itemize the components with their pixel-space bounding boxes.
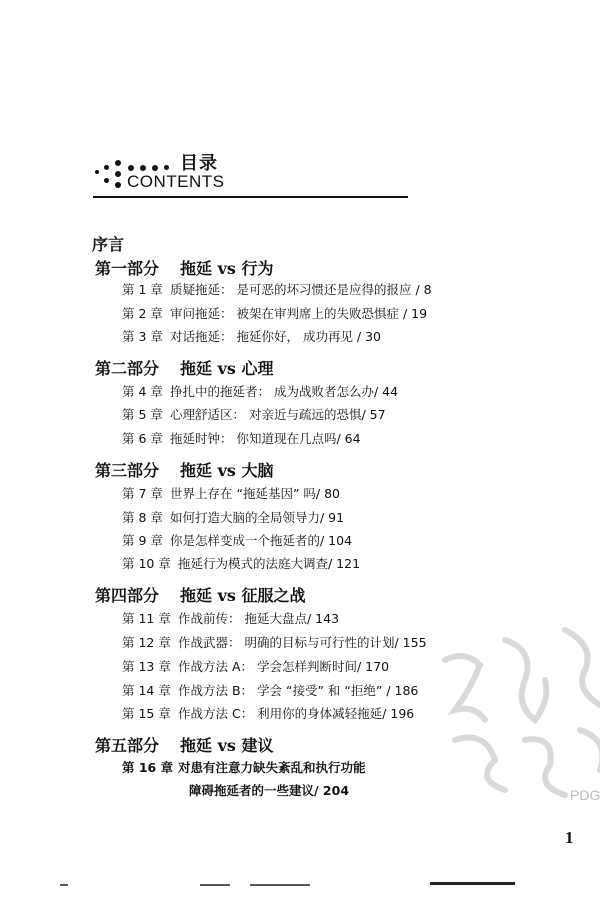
chapter-text: 拖延时钟： 你知道现在几点吗/ 64 bbox=[170, 431, 361, 446]
watermark-stamp bbox=[425, 620, 600, 810]
chapter-text-continuation: 障碍拖延者的一些建议/ 204 bbox=[189, 783, 350, 798]
scan-artifact bbox=[60, 884, 68, 886]
chapter-number: 第 6 章 bbox=[122, 431, 163, 446]
part-label: 第二部分 bbox=[95, 359, 160, 378]
chapter-text: 质疑拖延： 是可恶的坏习惯还是应得的报应 / 8 bbox=[170, 282, 432, 297]
chapter-number: 第 13 章 bbox=[122, 659, 171, 674]
chapter-entry bbox=[122, 405, 386, 423]
chapter-number: 第 2 章 bbox=[122, 306, 163, 321]
part-title: 拖延 vs 行为 bbox=[180, 259, 274, 278]
chapter-entry bbox=[122, 681, 418, 699]
chapter-entry bbox=[122, 382, 398, 400]
page-subtitle: CONTENTS bbox=[127, 172, 225, 191]
part-heading bbox=[95, 356, 273, 379]
chapter-text: 作战武器： 明确的目标与可行性的计划/ 155 bbox=[178, 635, 427, 650]
chapter-entry bbox=[122, 429, 361, 447]
chapter-text: 挣扎中的拖延者： 成为战败者怎么办/ 44 bbox=[170, 384, 399, 399]
chapter-text: 对话拖延： 拖延你好， 成功再见 / 30 bbox=[170, 329, 382, 344]
scan-artifact bbox=[250, 884, 310, 886]
part-title: 拖延 vs 大脑 bbox=[180, 461, 274, 480]
part-title: 拖延 vs 建议 bbox=[180, 736, 274, 755]
chapter-entry bbox=[122, 280, 432, 298]
part-heading bbox=[95, 458, 273, 481]
scan-artifact-line bbox=[430, 882, 515, 885]
part-label: 第五部分 bbox=[95, 736, 160, 755]
page-number: 1 bbox=[565, 828, 574, 847]
chapter-number: 第 16 章 bbox=[122, 760, 174, 775]
chapter-number: 第 12 章 bbox=[122, 635, 171, 650]
chapter-entry bbox=[122, 758, 366, 776]
chapter-number: 第 11 章 bbox=[122, 611, 171, 626]
chapter-entry bbox=[122, 657, 389, 675]
scan-artifact bbox=[200, 884, 230, 886]
chapter-entry bbox=[122, 484, 340, 502]
chapter-text: 作战方法 A： 学会怎样判断时间/ 170 bbox=[178, 659, 390, 674]
chapter-text: 世界上存在 “拖延基因” 吗/ 80 bbox=[170, 486, 340, 501]
chapter-text: 作战方法 B： 学会 “接受” 和 “拒绝” / 186 bbox=[178, 683, 419, 698]
part-label: 第一部分 bbox=[95, 259, 160, 278]
chapter-text: 审问拖延： 被架在审判席上的失败恐惧症 / 19 bbox=[170, 306, 428, 321]
chapter-number: 第 5 章 bbox=[122, 407, 163, 422]
chapter-text: 作战方法 C： 利用你的身体减轻拖延/ 196 bbox=[178, 706, 415, 721]
chapter-number: 第 8 章 bbox=[122, 510, 163, 525]
chapter-text: 作战前传： 拖延大盘点/ 143 bbox=[178, 611, 340, 626]
chapter-number: 第 1 章 bbox=[122, 282, 163, 297]
chapter-text: 如何打造大脑的全局领导力/ 91 bbox=[170, 510, 345, 525]
chapter-text: 心理舒适区： 对亲近与疏远的恐惧/ 57 bbox=[170, 407, 386, 422]
chapter-number: 第 14 章 bbox=[122, 683, 171, 698]
preface-entry: 序言 bbox=[92, 235, 125, 254]
chapter-entry bbox=[122, 704, 414, 722]
chapter-number: 第 15 章 bbox=[122, 706, 171, 721]
chapter-number: 第 7 章 bbox=[122, 486, 163, 501]
chapter-entry bbox=[122, 531, 352, 549]
chapter-number: 第 10 章 bbox=[122, 556, 171, 571]
part-title: 拖延 vs 心理 bbox=[180, 359, 274, 378]
chapter-entry bbox=[122, 554, 360, 572]
part-label: 第四部分 bbox=[95, 586, 160, 605]
page-title: 目录 bbox=[180, 153, 218, 174]
chapter-entry bbox=[122, 609, 339, 627]
chapter-entry bbox=[122, 508, 344, 526]
chapter-entry bbox=[122, 304, 427, 322]
chapter-number: 第 3 章 bbox=[122, 329, 163, 344]
chapter-text: 你是怎样变成一个拖延者的/ 104 bbox=[170, 533, 353, 548]
chapter-entry bbox=[122, 633, 427, 651]
part-label: 第三部分 bbox=[95, 461, 160, 480]
chapter-number: 第 4 章 bbox=[122, 384, 163, 399]
part-heading bbox=[95, 583, 305, 606]
chapter-text: 对患有注意力缺失紊乱和执行功能 bbox=[178, 760, 366, 775]
chapter-number: 第 9 章 bbox=[122, 533, 163, 548]
title-divider bbox=[93, 196, 408, 198]
part-heading bbox=[95, 733, 273, 756]
chapter-text: 拖延行为模式的法庭大调查/ 121 bbox=[178, 556, 361, 571]
part-title: 拖延 vs 征服之战 bbox=[180, 586, 306, 605]
chapter-entry bbox=[122, 327, 381, 345]
part-heading bbox=[95, 256, 273, 279]
watermark-label: PDG bbox=[570, 787, 600, 803]
